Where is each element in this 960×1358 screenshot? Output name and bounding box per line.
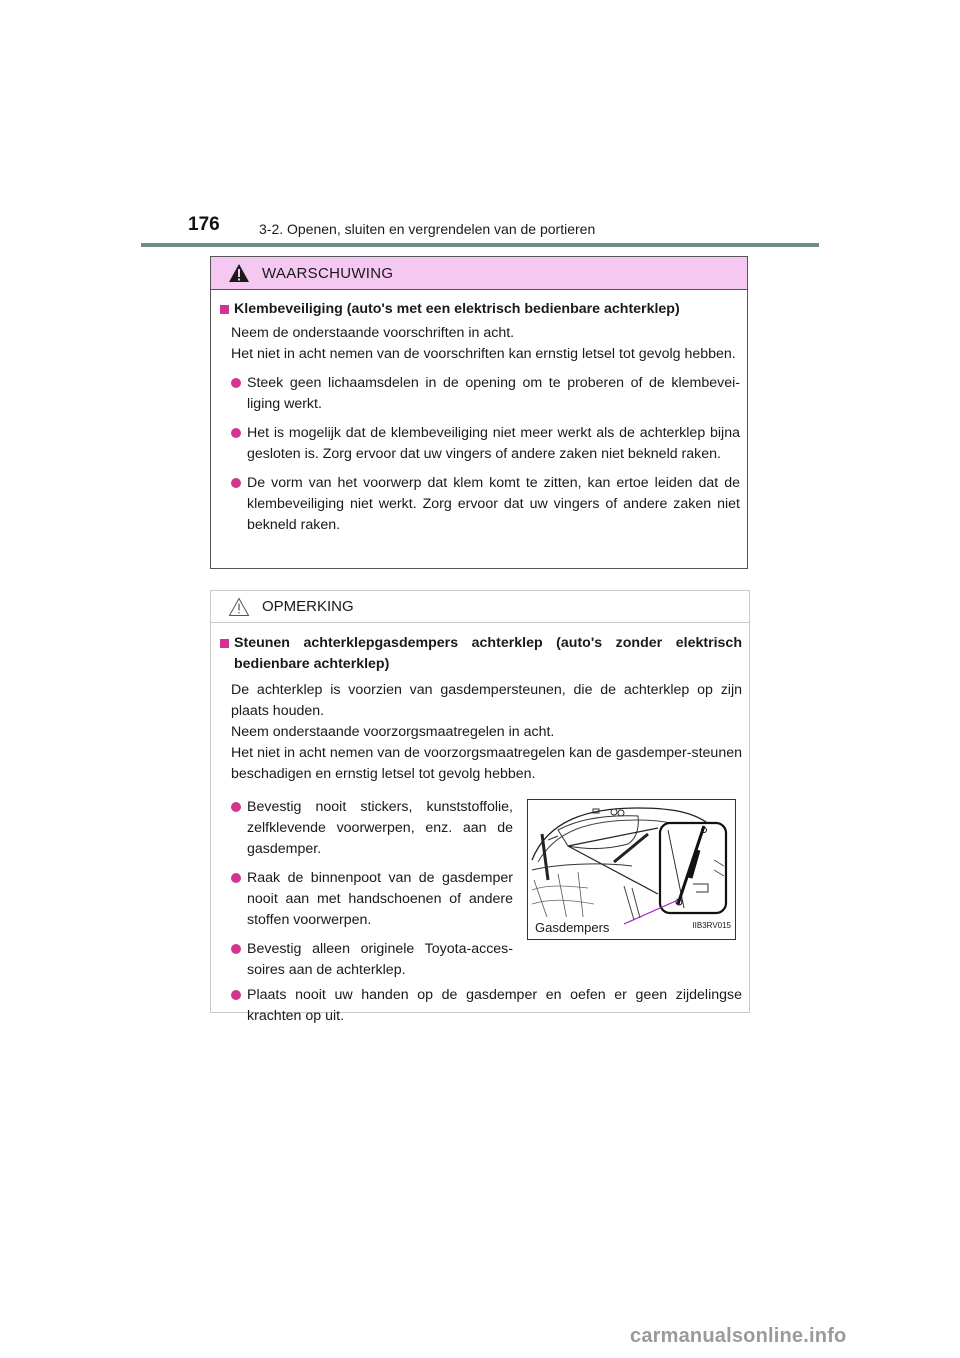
bullet-text: Steek geen lichaamsdelen in de opening om te proberen of de klembevei-liging werkt. — [247, 375, 740, 412]
gas-strut-illustration — [527, 799, 736, 940]
warning-triangle-icon — [228, 263, 250, 283]
list-item — [220, 985, 742, 1027]
bullet-text: Raak de binnenpoot van de gasdemper nooit aan met handschoenen of andere stoffen voorwerpen. — [247, 870, 513, 928]
bullet-dot-icon — [231, 428, 241, 438]
caution-triangle-icon — [228, 597, 250, 617]
bullet-dot-icon — [231, 802, 241, 812]
bullet-text: Bevestig alleen originele Toyota-acces-soires aan de achterklep. — [247, 941, 513, 978]
watermark: carmanualsonline.info — [630, 1325, 847, 1347]
section-title: 3-2. Openen, sluiten en vergrendelen van de portieren — [259, 221, 596, 237]
square-bullet-icon — [220, 305, 229, 314]
warning-header — [211, 257, 747, 290]
bullet-dot-icon — [231, 478, 241, 488]
note-header — [211, 591, 749, 623]
warning-box — [210, 256, 748, 569]
note-box — [210, 590, 750, 1024]
bullet-dot-icon — [231, 990, 241, 1000]
list-item — [220, 868, 513, 931]
note-intro-line3: Het niet in acht nemen van de voorzorgsmaatregelen kan de gasdemper-steunen beschadigen en ernstig letsel tot gevolg hebben. — [231, 745, 742, 782]
note-bullets-left — [220, 785, 513, 981]
note-intro-line2: Neem onderstaande voorzorgsmaatregelen in acht. — [231, 724, 555, 740]
list-item — [220, 939, 513, 981]
note-split — [220, 785, 742, 981]
bullet-text: Bevestig nooit stickers, kunststoffolie, zelfklevende voorwerpen, enz. aan de gasdemper. — [247, 799, 513, 857]
bullet-dot-icon — [231, 944, 241, 954]
list-item — [220, 373, 740, 415]
note-title: OPMERKING — [262, 598, 354, 615]
header-rule — [141, 243, 819, 247]
figure-code: IIB3RV015 — [692, 915, 731, 936]
bullet-text: Plaats nooit uw handen op de gasdemper en oefen er geen zijdelingse krachten op uit. — [247, 987, 742, 1024]
bullet-dot-icon — [231, 378, 241, 388]
bullet-dot-icon — [231, 873, 241, 883]
note-intro — [220, 680, 742, 785]
page-number: 176 — [188, 214, 220, 235]
bullet-text: De vorm van het voorwerp dat klem komt te zitten, kan ertoe leiden dat de klembeveiliging niet werkt. Zorg ervoor dat uw vingers of andere zaken niet bekneld raken. — [247, 475, 740, 533]
note-intro-line1: De achterklep is voorzien van gasdempersteunen, die de achterklep op zijn plaats houden. — [231, 682, 742, 719]
warning-title: WAARSCHUWING — [262, 264, 394, 282]
note-heading-row — [220, 633, 742, 675]
bullet-text: Het is mogelijk dat de klembeveiliging niet meer werkt als de achterklep bijna gesloten is. Zorg ervoor dat uw vingers of andere zaken niet bekneld raken. — [247, 425, 740, 462]
warning-intro-line2: Het niet in acht nemen van de voorschriften kan ernstig letsel tot gevolg hebben. — [231, 346, 736, 362]
list-item — [220, 797, 513, 860]
warning-intro — [220, 323, 740, 365]
warning-intro-line1: Neem de onderstaande voorschriften in acht. — [231, 325, 515, 341]
square-bullet-icon — [220, 639, 229, 648]
figure-label: Gasdempers — [534, 917, 610, 938]
note-heading: Steunen achterklepgasdempers achterklep (auto's zonder elektrisch bedienbare achterklep) — [234, 635, 742, 672]
warning-heading-row — [220, 299, 740, 320]
list-item — [220, 423, 740, 465]
list-item — [220, 473, 740, 536]
warning-heading: Klembeveiliging (auto's met een elektrisch bedienbare achterklep) — [234, 301, 680, 317]
